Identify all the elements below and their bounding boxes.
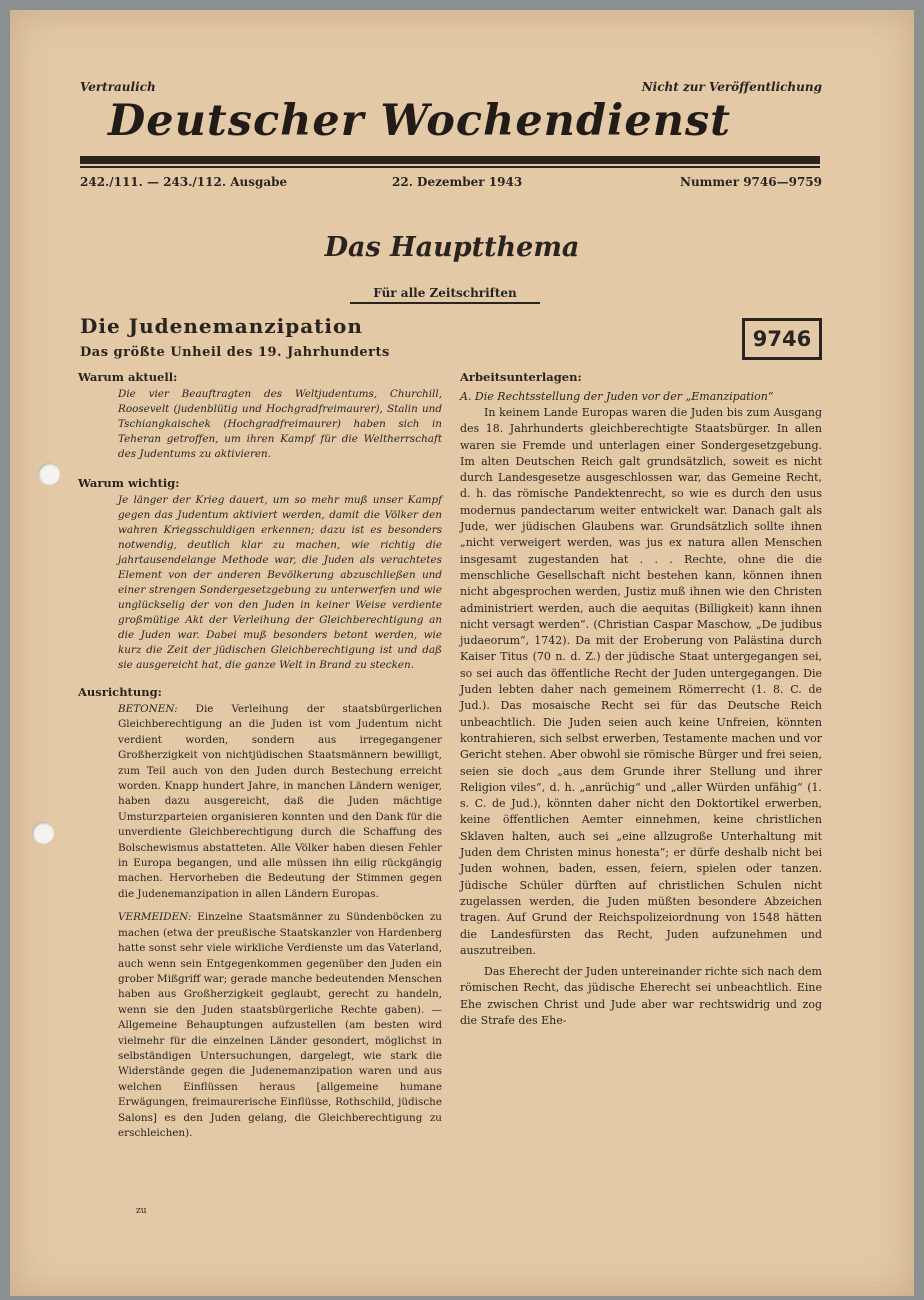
vermeiden-lead: VERMEIDEN: <box>118 911 192 924</box>
betonen-text: Die Verleihung der staatsbürgerlichen Gleichberechtigung an die Juden ist vom Judentum nicht verdient worden, sondern aus irregegangener Großherzigkeit von nichtjüdischen Staatsmännern bewilligt, zum Teil auch von den Juden durch Bestechung erreicht worden. Knapp hundert Jahre, in manchen Ländern weniger, haben dazu ausgereicht, daß die Juden mächtige Umsturzparteien organisieren konnten und den Dank für die unverdiente Gleichberechtigung durch die Schaffung des Bolschewismus abstatteten. Alle Völker haben diesen Fehler in Europa begangen, und alle müssen ihn eilig rückgängig machen. Hervorheben die Bedeutung der Stimmen gegen die Judenemanzipation in allen Ländern Europas. <box>118 703 442 900</box>
betonen-paragraph <box>78 702 442 902</box>
section-title: Das Hauptthema <box>324 232 580 263</box>
rechtsstellung-paragraph-2: Das Eherecht der Juden untereinander richte sich nach dem römischen Recht, das jüdische Eherecht sei unbeachtlich. Eine Ehe zwischen Christ und Jude aber war rechtswidrig und zog die Strafe des Ehe- <box>460 965 822 1027</box>
right-column <box>460 370 822 1034</box>
punch-hole-bottom <box>32 822 54 844</box>
footer-mark: zu <box>136 1206 147 1216</box>
audience-label: Für alle Zeitschriften <box>350 286 540 304</box>
masthead-rule <box>80 156 820 164</box>
warum-wichtig-heading: Warum wichtig: <box>78 476 180 490</box>
warum-aktuell-text: Die vier Beauftragten des Weltjudentums, Churchill, Roosevelt (judenblütig und Hochgradfreimaurer), Stalin und Tschiangkaischek (Hochgradfreimaurer) haben sich in Teheran getroffen, um ihren Kampf für die Weltherrschaft des Judentums zu aktivieren. <box>118 388 442 460</box>
betonen-lead: BETONEN: <box>118 703 178 715</box>
not-for-publication-label: Nicht zur Veröffentlichung <box>641 80 822 94</box>
masthead-title: Deutscher Wochendienst <box>108 96 732 146</box>
issue-number: 242./111. — 243./112. Ausgabe <box>80 175 288 189</box>
punch-hole-top <box>38 463 60 485</box>
issue-date: 22. Dezember 1943 <box>392 175 523 189</box>
ausrichtung-heading: Ausrichtung: <box>78 685 162 699</box>
rechtsstellung-paragraph-1: In keinem Lande Europas waren die Juden bis zum Ausgang des 18. Jahrhunderts gleichberechtigte Staatsbürger. In allen waren sie Fremde und unterlagen einer Sondergesetzgebung. Im alten Deutschen Reich galt grundsätzlich, soweit es nicht durch Landesgesetze ausgeschlossen war, das Gemeine Recht, d. h. das römische Pandektenrecht, so wie es durch den usus modernus pandectarum weiter entwickelt war. Danach galt als Jude, wer jüdischen Glaubens war. Grundsätzlich sollte ihnen „nicht verweigert werden, was jus ex natura allen Menschen insgesamt zugestanden hat . . . Rechte, ohne die die menschliche Gesellschaft nicht bestehen kann, können ihnen nicht abgesprochen werden, Justiz muß ihnen wie den Christen administriert werden, auch die aequitas (Billigkeit) kann ihnen nicht versagt werden“. (Christian Caspar Maschow, „De judibus judaeorum“, 1742). Da mit der Eroberung von Palästina durch Kaiser Titus (70 n. d. Z.) der jüdische Staat untergegangen sei, so sei auch das öffentliche Recht der Juden untergegangen. Die Juden lebten daher nach gemeinem Römerrecht (1. 8. C. de Jud.). Das mosaische Recht sei für das Deutsche Reich unbeachtlich. Die Juden seien auch keine Unfreien, könnten kontrahieren, sich selbst erwerben, Testamente machen und vor Gericht stehen. Aber obwohl sie römische Bürger und frei seien, seien sie doch „aus dem Grunde ihrer Stellung und ihrer Religion viles“, d. h. „anrüchig“ und „aller Würden unfähig“ (1. s. C. de Jud.), könnten daher nicht den Doktortikel erwerben, keine öffentlichen Aemter einnehmen, keine christlichen Sklaven halten, auch sei „eine allzugroße Unterhaltung mit Juden dem Christen minus honesta“; er dürfe deshalb nicht bei Juden wohnen, baden, essen, feiern, spielen oder tanzen. Jüdische Schüler dürften auf christlichen Schulen nicht zugelassen werden, die Juden müßten besondere Abzeichen tragen. Auf Grund der Reichspolizeiordnung von 1548 hätten die Landesfürsten das Recht, Juden aufzunehmen und auszutreiben. <box>460 406 822 957</box>
arbeitsunterlagen-heading: Arbeitsunterlagen: <box>460 370 582 384</box>
item-numbers: Nummer 9746—9759 <box>679 175 822 189</box>
left-column <box>78 370 442 1149</box>
warum-wichtig-text: Je länger der Krieg dauert, um so mehr muß unser Kampf gegen das Judentum aktiviert werden, damit die Völker den wahren Kriegsschuldigen erkennen; dazu ist es besonders notwendig, deutlich klar zu machen, wie richtig die jahrtausendelange Methode war, die Juden als verachtetes Element von der anderen Bevölkerung abzuschließen und einer strengen Sondergesetzgebung zu unterwerfen und wie unglückselig der von den Juden in keiner Weise verdiente großmütige Akt der Verleihung der Gleichberechtigung an die Juden war. Dabei muß besonders betont werden, wie kurz die Zeit der jüdischen Gleichberechtigung ist und daß sie ausgereicht hat, die ganze Welt in Brand zu stecken. <box>118 494 442 671</box>
article-title: Die Judenemanzipation <box>80 314 363 338</box>
vermeiden-paragraph <box>78 910 442 1141</box>
vermeiden-text: Einzelne Staatsmänner zu Sündenböcken zu machen (etwa der preußische Staatskanzler von Hardenberg hatte sonst sehr viele wirkliche Verdienste um das Vaterland, auch wenn sein Entgegenkommen gegenüber den Juden ein grober Mißgriff war; gerade manche bedeutenden Menschen haben aus Großherzigkeit geglaubt, gerecht zu handeln, wenn sie den Juden staatsbürgerliche Rechte gaben). — Allgemeine Behauptungen aufzustellen (am besten wird vielmehr für die einzelnen Länder gesondert, möglichst in selbständigen Untersuchungen, dargelegt, wie stark die Widerstände gegen die Judenemanzipation waren und aus welchen Einflüssen heraus [allgemeine humane Erwägungen, freimaurerische Einflüsse, Rothschild, jüdische Salons] es den Juden gelang, die Gleichberechtigung zu erschleichen). <box>118 911 442 1139</box>
masthead-rule-thin <box>80 166 820 168</box>
rechtsstellung-subheading: A. Die Rechtsstellung der Juden vor der „Emanzipation“ <box>460 390 774 403</box>
warum-aktuell-heading: Warum aktuell: <box>78 370 178 384</box>
confidential-label: Vertraulich <box>80 80 156 94</box>
article-number-box: 9746 <box>742 318 822 360</box>
article-subtitle: Das größte Unheil des 19. Jahrhunderts <box>80 345 390 360</box>
